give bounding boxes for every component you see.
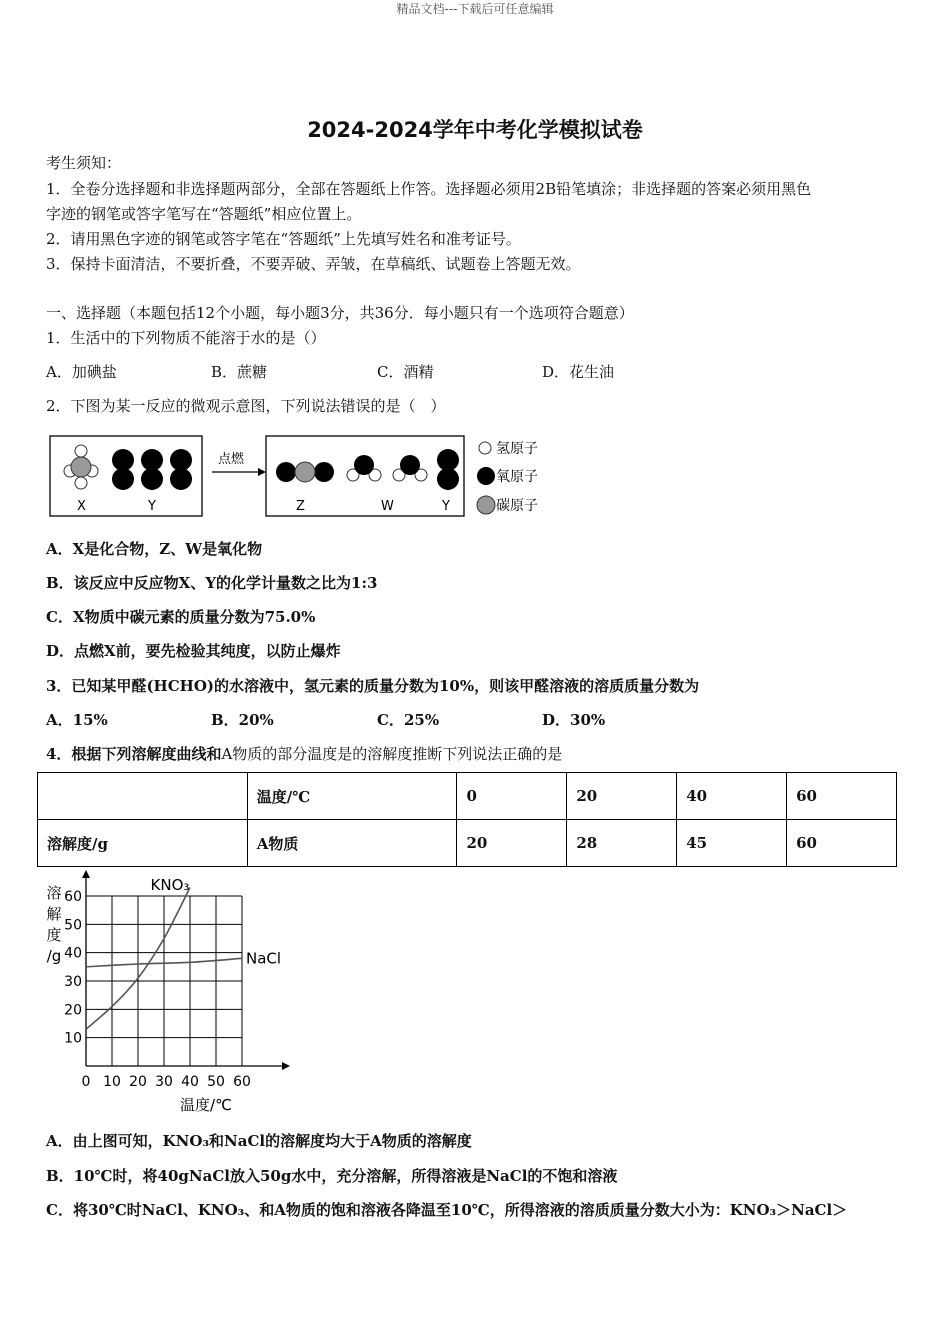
q4-option-a: A．由上图可知，KNO₃和NaCl的溶解度均大于A物质的溶解度 (46, 1132, 472, 1150)
chart-grid (86, 896, 242, 1066)
table-cell: 温度/℃ (247, 773, 457, 820)
table-cell: 20 (567, 773, 677, 820)
q2-option-c: C．X物质中碳元素的质量分数为75.0% (46, 608, 316, 626)
y-molecules (112, 449, 192, 490)
q4-stem (46, 743, 562, 764)
nacl-label: NaCl (246, 949, 282, 968)
y-tick-label: 60 (64, 889, 82, 905)
legend-carbon: 碳原子 (496, 498, 538, 514)
label-x: X (77, 499, 86, 514)
y-axis-arrow (82, 870, 90, 878)
q2-option-d: D．点燃X前，要先检验其纯度，以防止爆炸 (46, 642, 341, 660)
y-tick-label: 50 (64, 917, 82, 934)
q1-option-b: B．蔗糖 (211, 363, 268, 381)
table-cell: 0 (457, 773, 567, 820)
q1-stem: 1．生活中的下列物质不能溶于水的是（） (46, 329, 326, 347)
kno3-label: KNO₃ (150, 876, 190, 894)
section-heading: 一、选择题（本题包括12个小题，每小题3分，共36分．每小题只有一个选项符合题意） (46, 304, 634, 322)
notice-item: 字迹的钢笔或答字笔写在“答题纸”相应位置上。 (46, 205, 362, 223)
q3-option-b: B．20% (211, 711, 274, 729)
z-molecule (276, 462, 334, 482)
reaction-diagram (48, 432, 558, 520)
table-cell: 溶解度/g (38, 820, 248, 867)
table-cell: 40 (677, 773, 787, 820)
q4-option-b: B．10℃时，将40gNaCl放入50g水中，充分溶解，所得溶液是NaCl的不饱和溶液 (46, 1167, 618, 1185)
x-axis-label: 温度/℃ (180, 1096, 232, 1114)
notice-item: 2．请用黑色字迹的钢笔或答字笔在“答题纸”上先填写姓名和准考证号。 (46, 230, 521, 248)
label-w: W (381, 499, 394, 514)
y-tick-label: 10 (64, 1030, 82, 1047)
header-note: 精品文档---下载后可任意编辑 (396, 2, 554, 16)
table-cell: 60 (787, 820, 897, 867)
y-tick-label: 40 (64, 945, 82, 962)
legend-oxygen: 氧原子 (496, 469, 538, 485)
notice-item: 3．保持卡面清洁，不要折叠，不要弄破、弄皱，在草稿纸、试题卷上答题无效。 (46, 255, 581, 273)
y-axis-label-char: /g (46, 947, 62, 965)
q3-stem: 3．已知某甲醛(HCHO)的水溶液中，氢元素的质量分数为10%，则该甲醛溶液的溶质质量分数为 (46, 677, 700, 695)
x-tick-label: 0 (81, 1074, 91, 1090)
q1-option-a: A．加碘盐 (46, 363, 117, 381)
q2-option-b: B．该反应中反应物X、Y的化学计量数之比为1:3 (46, 574, 378, 592)
table-cell: 20 (457, 820, 567, 867)
y-tick-label: 30 (64, 974, 82, 990)
q4-stem-rest: A物质的部分温度是的溶解度推断下列说法正确的是 (221, 745, 563, 763)
q1-option-d: D．花生油 (542, 363, 615, 381)
x-tick-label: 40 (181, 1074, 199, 1090)
x-tick-label: 50 (207, 1074, 225, 1090)
y-tick-label: 20 (64, 1002, 82, 1019)
w-molecules (347, 455, 427, 481)
page-title: 2024-2024学年中考化学模拟试卷 (307, 118, 643, 142)
table-row (38, 820, 897, 867)
y-axis-label-char: 溶 (46, 884, 62, 902)
q4-option-c: C．将30℃时NaCl、KNO₃、和A物质的饱和溶液各降温至10℃，所得溶液的溶质质量分数大小为：KNO₃＞NaCl＞ (46, 1201, 848, 1219)
y-axis-label-char: 度 (46, 926, 62, 944)
x-tick-label: 60 (233, 1074, 251, 1090)
arrow-label: 点燃 (218, 452, 245, 467)
y-axis-label-char: 解 (46, 905, 62, 923)
solubility-chart (40, 870, 300, 1118)
notice-item: 1．全卷分选择题和非选择题两部分，全部在答题纸上作答。选择题必须用2B铅笔填涂；非选择题的答案必须用黑色 (46, 180, 812, 198)
label-y2: Y (442, 499, 450, 514)
chart-ticks (64, 889, 251, 1090)
table-cell: A物质 (247, 820, 457, 867)
x-tick-label: 30 (155, 1074, 173, 1090)
table-cell: 60 (787, 773, 897, 820)
table-cell: 28 (567, 820, 677, 867)
x-molecule (64, 445, 98, 489)
q3-option-a: A．15% (46, 711, 108, 729)
q1-option-c: C．酒精 (377, 363, 434, 381)
x-tick-label: 20 (129, 1074, 147, 1090)
q4-stem-bold: 4．根据下列溶解度曲线和 (46, 745, 222, 763)
label-y: Y (148, 499, 156, 514)
q2-stem: 2．下图为某一反应的微观示意图，下列说法错误的是（ ） (46, 397, 446, 415)
x-tick-label: 10 (103, 1074, 121, 1090)
label-z: Z (296, 499, 305, 514)
table-row (38, 773, 897, 820)
table-cell (38, 773, 248, 820)
q3-option-c: C．25% (377, 711, 440, 729)
y-axis-label (46, 884, 61, 965)
chart-axes (82, 870, 290, 1070)
q2-option-a: A．X是化合物，Z、W是氧化物 (46, 540, 263, 558)
x-axis-arrow (282, 1062, 290, 1070)
notice-heading: 考生须知： (46, 154, 122, 172)
legend-hydrogen: 氢原子 (496, 441, 538, 457)
table-cell: 45 (677, 820, 787, 867)
solubility-table (37, 772, 897, 867)
q3-option-d: D．30% (542, 711, 606, 729)
